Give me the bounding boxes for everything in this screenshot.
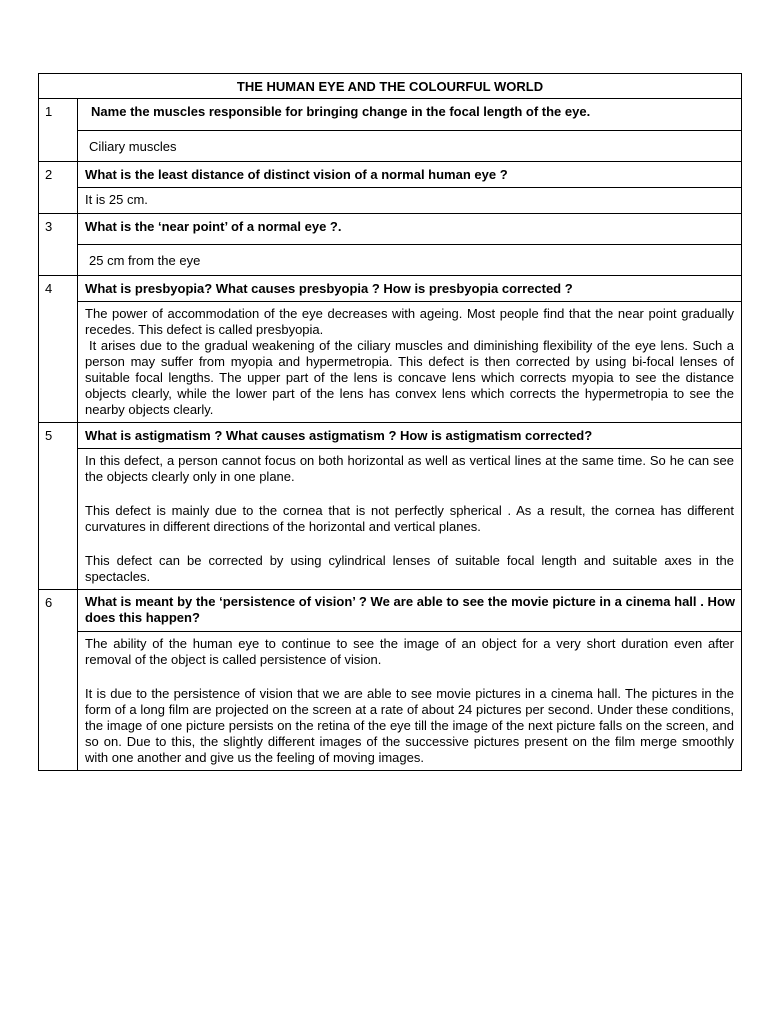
answer-row (39, 302, 742, 423)
question-number: 5 (39, 423, 78, 590)
answer-paragraph: It is 25 cm. (85, 192, 148, 207)
question-row (39, 99, 742, 131)
answer-paragraph: The ability of the human eye to continue to see the image of an object for a very short duration even after removal of the object is called persistence of vision. (85, 636, 734, 667)
answer-paragraph: This defect is mainly due to the cornea that is not perfectly spherical . As a result, the cornea has different curvatures in different directions of the horizontal and vertical planes. (85, 503, 734, 534)
question-number: 1 (39, 99, 78, 162)
answer-paragraph: 25 cm from the eye (89, 253, 201, 268)
answer-paragraph: This defect can be corrected by using cylindrical lenses of suitable focal length and suitable axes in the spectacles. (85, 553, 734, 584)
question-row (39, 162, 742, 188)
qa-table (38, 73, 742, 771)
answer-paragraph: Ciliary muscles (89, 139, 177, 154)
answer-cell (78, 302, 742, 423)
question-row (39, 423, 742, 449)
question-text (78, 590, 742, 632)
answer-paragraph: It arises due to the gradual weakening of the ciliary muscles and diminishing flexibility of the eye lens. Such a person may suffer from myopia and hypermetropia. This defect is then corrected by using bi-focal lenses of suitable focal lengths. The upper part of the lens is concave lens which corrects myopia to see the distance objects clearly, while the lower part of the lens has convex lens which corrects the hypermetropia to see the nearby objects clearly. (85, 338, 734, 417)
title-row (39, 74, 742, 99)
answer-paragraph: The power of accommodation of the eye decreases with ageing. Most people find that the near point gradually recedes. This defect is called presbyopia. (85, 306, 734, 337)
answer-row (39, 245, 742, 276)
answer-row (39, 449, 742, 590)
question-number: 4 (39, 276, 78, 423)
answer-row (39, 188, 742, 214)
answer-row (39, 131, 742, 162)
question-row (39, 276, 742, 302)
question-text: What is the ‘near point’ of a normal eye ?. (78, 214, 742, 245)
question-number: 3 (39, 214, 78, 276)
answer-row (39, 632, 742, 771)
answer-cell (78, 188, 742, 214)
question-text: What is the least distance of distinct vision of a normal human eye ? (78, 162, 742, 188)
answer-paragraph: It is due to the persistence of vision that we are able to see movie pictures in a cinema hall. The pictures in the form of a long film are projected on the screen at a rate of about 24 pictures per second. Under these conditions, the image of one picture persists on the retina of the eye till the image of the next picture falls on the screen, and so on. Due to this, the slightly different images of the successive pictures present on the film merge smoothly with one another and give us the feeling of moving images. (85, 686, 734, 765)
question-text-content: What is meant by the ‘persistence of vision’ ? We are able to see the movie picture in a cinema hall . How does this happen? (85, 594, 735, 625)
question-row (39, 590, 742, 632)
question-text: What is presbyopia? What causes presbyopia ? How is presbyopia corrected ? (78, 276, 742, 302)
question-number: 2 (39, 162, 78, 214)
answer-cell (78, 632, 742, 771)
answer-cell (78, 245, 742, 276)
question-text: What is astigmatism ? What causes astigmatism ? How is astigmatism corrected? (78, 423, 742, 449)
document-title: THE HUMAN EYE AND THE COLOURFUL WORLD (39, 74, 742, 99)
answer-cell (78, 449, 742, 590)
question-number: 6 (39, 590, 78, 771)
question-text: Name the muscles responsible for bringing change in the focal length of the eye. (78, 99, 742, 131)
answer-paragraph: In this defect, a person cannot focus on both horizontal as well as vertical lines at the same time. So he can see the objects clearly only in one plane. (85, 453, 734, 484)
question-row (39, 214, 742, 245)
answer-cell (78, 131, 742, 162)
